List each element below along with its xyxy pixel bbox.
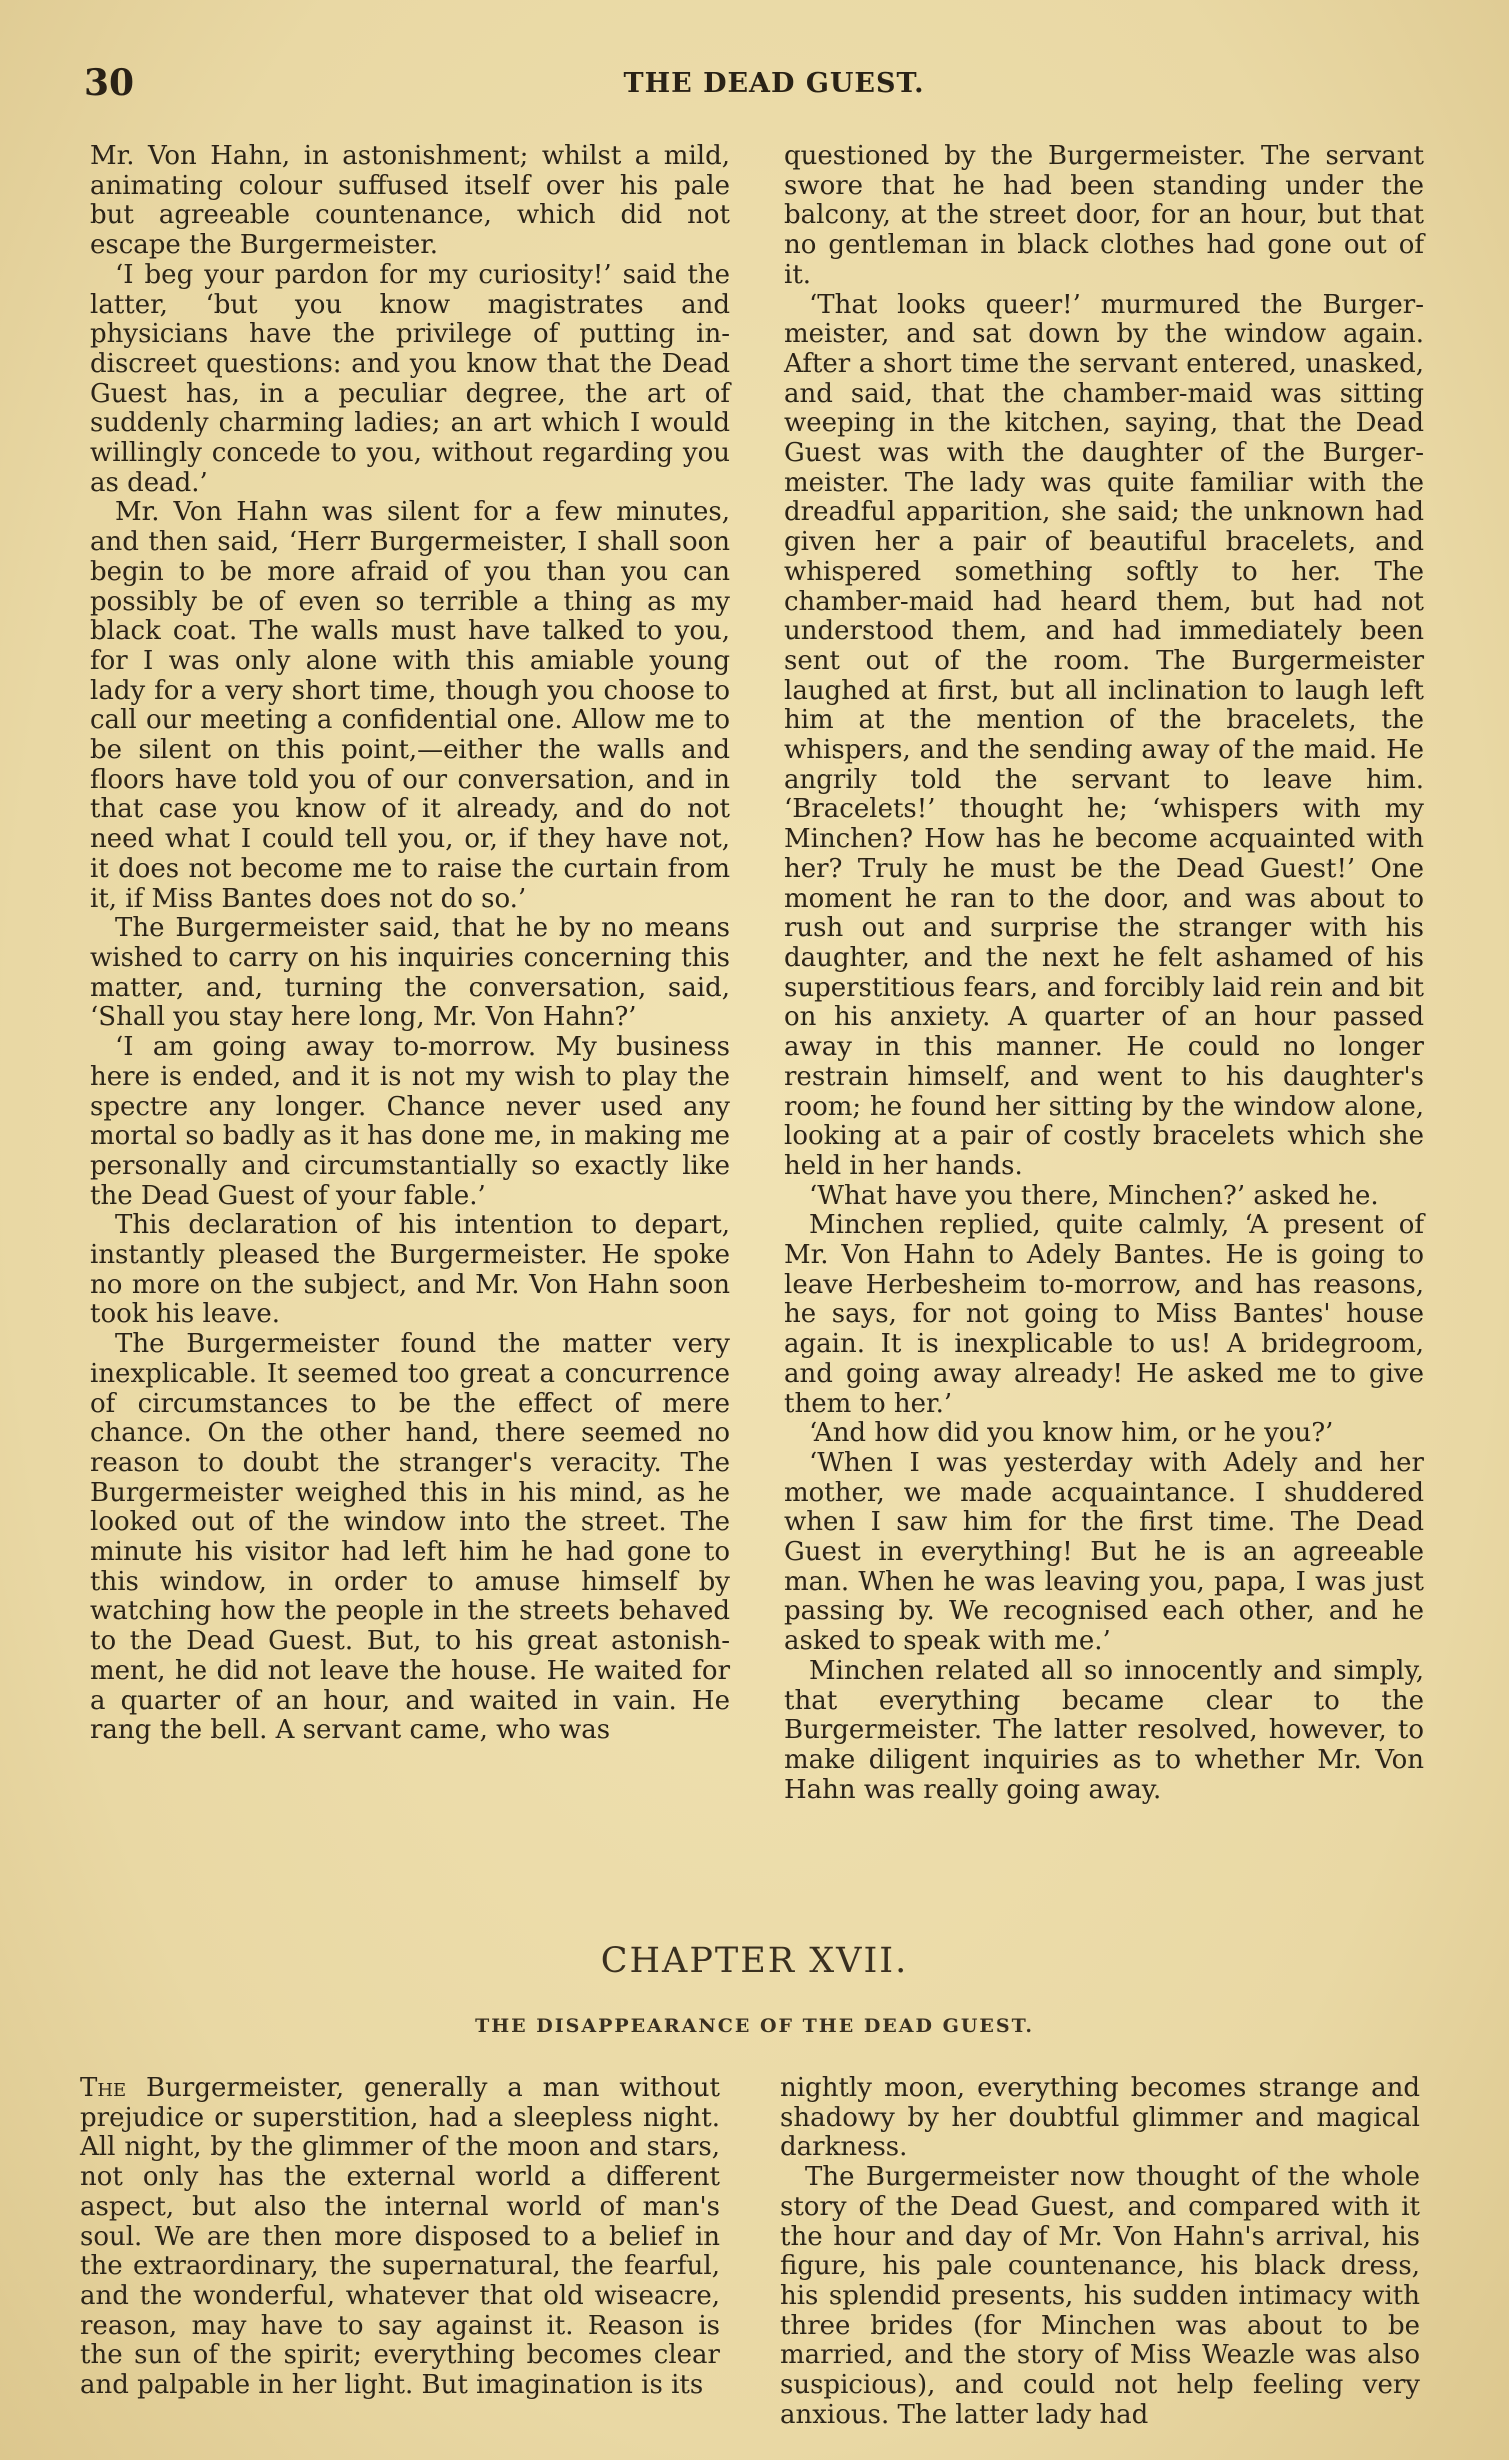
paragraph: ‘When I was yesterday with Adely and her mother, we made acquaintance. I shuddered when I saw him for the first time. The Dead Guest in everything! But he is an agreeable man. When he was leaving you, papa, I was just passing by. We recognised each other, and he asked to speak with me.’	[784, 1447, 1424, 1657]
paragraph: ‘What have you there, Minchen?’ asked he.	[809, 1180, 1379, 1211]
paragraph: ‘That looks queer!’ murmured the Burgermeister, and sat down by the window again. After a short time the servant entered, unasked, and said, that the chamber-maid was sitting weeping in the kitchen, saying, that the Dead Guest was with the daughter of the Burgermeister. The lady was quite familiar with the dreadful apparition, she said; the unknown had given her a pair of beautiful bracelets, and whispered something softly to her. The chamber-maid had heard them, but had not understood them, and had immediately been sent out of the room. The Burgermeister laughed at first, but all inclination to laugh left him at the mention of the bracelets, the whispers, and the sending away of the maid. He angrily told the servant to leave him. ‘Bracelets!’ thought he; ‘whispers with my Minchen? How has he become acquainted with her? Truly he must be the Dead Guest!’ One moment he ran to the door, and was about to rush out and surprise the stranger with his daughter, and the next he felt ashamed of his superstitious fears, and forcibly laid rein and bit on his anxiety. A quarter of an hour passed away in this manner. He could no longer restrain himself, and went to his daughter's room; he found her sitting by the window alone, looking at a pair of costly bracelets which she held in her hands.	[784, 289, 1424, 1181]
paragraph: The Burgermeister now thought of the whole story of the Dead Guest, and compared with it the hour and day of Mr. Von Hahn's arrival, his figure, his pale countenance, his black dress, his splendid presents, his sudden intimacy with three brides (for Minchen was about to be married, and the story of Miss Weazle was also suspicious), and could not help feeling very anxious. The latter lady had	[780, 2162, 1420, 2430]
page-number: 30	[84, 62, 135, 104]
running-title: THE DEAD GUEST.	[623, 68, 925, 99]
chapter-heading: CHAPTER XVII.	[600, 1941, 909, 1981]
opening-text: Burgermeister, generally a man without prejudice or superstition, had a sleepless night. All night, by the glimmer of the moon and stars, not only has the external world a different aspect, but also the internal world of man's soul. We are then more disposed to a belief in the extraordinary, the supernatural, the fearful, and the wonderful, whatever that old wiseacre, reason, may have to say against it. Reason is the sun of the spirit; everything becomes clear and palpable in her light. But imagination is its	[80, 2073, 720, 2401]
paragraph: Minchen related all so innocently and simply, that everything became clear to the Burgermeister. The latter resolved, however, to make diligent inquiries as to whether Mr. Von Hahn was really going away.	[784, 1655, 1424, 1805]
paragraph: Mr. Von Hahn was silent for a few minutes, and then said, ‘Herr Burgermeister, I shall soon begin to be more afraid of you than you can possibly be of even so terrible a thing as my black coat. The walls must have talked to you, for I was only alone with this amiable young lady for a very short time, though you choose to call our meeting a confidential one. Allow me to be silent on this point,—either the walls and floors have told you of our conversation, and in that case you know of it already, and do not need what I could tell you, or, if they have not, it does not become me to raise the curtain from it, if Miss Bantes does not do so.’	[90, 497, 730, 914]
paragraph: ‘I am going away to-morrow. My business here is ended, and it is not my wish to play the spectre any longer. Chance never used any mortal so badly as it has done me, in making me personally and circumstantially so exactly like the Dead Guest of your fable.’	[90, 1032, 730, 1211]
paragraph: The Burgermeister found the matter very inexplicable. It seemed too great a concurrence of circumstances to be the effect of mere chance. On the other hand, there seemed no reason to doubt the stranger's veracity. The Burgermeister weighed this in his mind, as he looked out of the window into the street. The minute his visitor had left him he had gone to this window, in order to amuse himself by watching how the people in the streets behaved to the Dead Guest. But, to his great astonishment, he did not leave the house. He waited for a quarter of an hour, and waited in vain. He rang the bell. A servant came, who was	[90, 1329, 730, 1746]
paragraph: questioned by the Burgermeister. The servant swore that he had been standing under the balcony, at the street door, for an hour, but that no gentleman in black clothes had gone out of it.	[784, 141, 1424, 290]
paragraph: ‘I beg your pardon for my curiosity!’ said the latter, ‘but you know magistrates and physicians have the privilege of putting indiscreet questions: and you know that the Dead Guest has, in a peculiar degree, the art of suddenly charming ladies; an art which I would willingly concede to you, without regarding you as dead.’	[90, 259, 730, 498]
chapter-subtitle: THE DISAPPEARANCE OF THE DEAD GUEST.	[475, 2015, 1034, 2037]
paragraph: Minchen replied, quite calmly, ‘A present of Mr. Von Hahn to Adely Bantes. He is going to leave Herbesheim to-morrow, and has reasons, he says, for not going to Miss Bantes' house again. It is inexplicable to us! A bridegroom, and going away already! He asked me to give them to her.’	[784, 1210, 1424, 1419]
text-column-lower-right	[780, 2074, 1420, 2430]
text-column-upper-left	[90, 142, 730, 1746]
paragraph: nightly moon, everything becomes strange and shadowy by her doubtful glimmer and magical darkness.	[780, 2073, 1420, 2163]
text-column-lower-left	[80, 2074, 720, 2401]
paragraph: ‘And how did you know him, or he you?’	[809, 1418, 1334, 1449]
running-head	[84, 62, 1464, 112]
paragraph: This declaration of his intention to depart, instantly pleased the Burgermeister. He spoke no more on the subject, and Mr. Von Hahn soon took his leave.	[90, 1210, 730, 1330]
paragraph: Mr. Von Hahn, in astonishment; whilst a mild, animating colour suffused itself over his pale but agreeable countenance, which did not escape the Burgermeister.	[90, 141, 730, 261]
paragraph: The Burgermeister said, that he by no means wished to carry on his inquiries concerning this matter, and, turning the conversation, said, ‘Shall you stay here long, Mr. Von Hahn?’	[90, 913, 730, 1033]
opening-paragraph	[80, 2074, 720, 2401]
text-column-upper-right	[784, 142, 1424, 1805]
opening-word: The	[80, 2073, 127, 2103]
